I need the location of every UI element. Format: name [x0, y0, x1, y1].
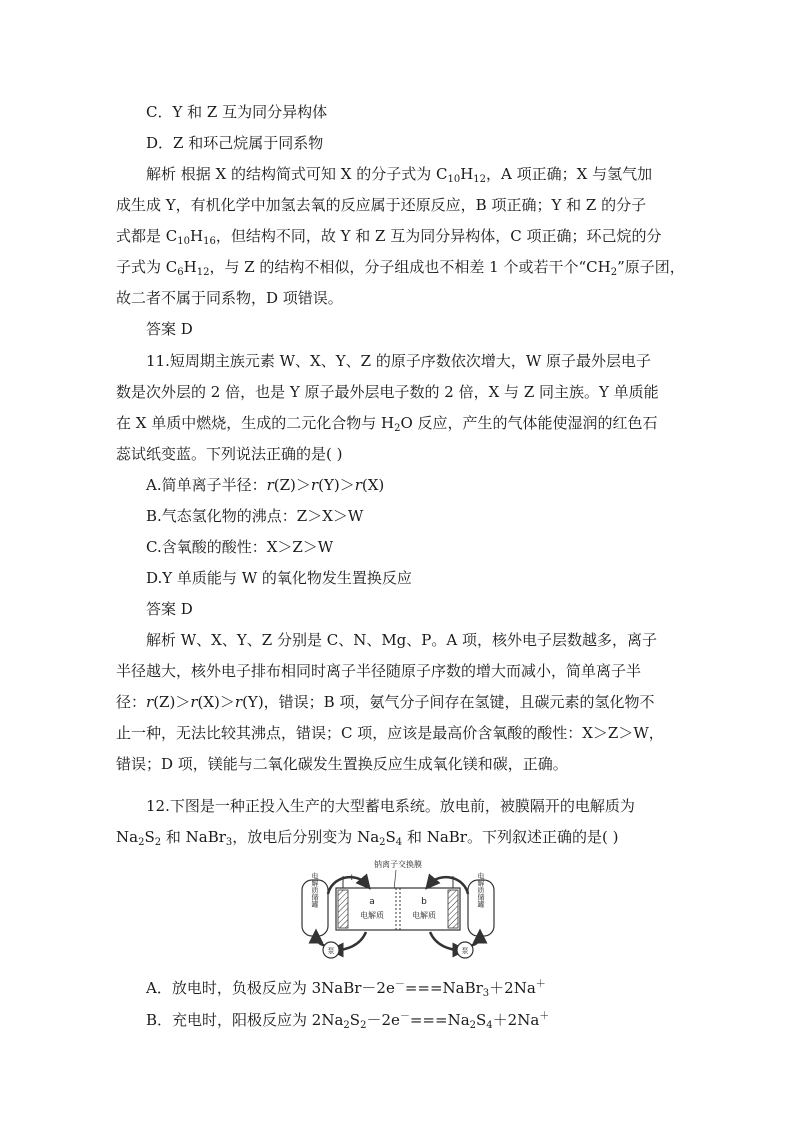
analysis-line: 错误；D 项，镁能与二氧化碳发生置换反应生成氧化镁和碳，正确。 — [116, 755, 568, 773]
chamber-b-letter: b — [421, 897, 427, 907]
option-b: B.气态氢化物的沸点：Z＞X＞W — [146, 507, 364, 525]
membrane-pointer — [394, 870, 396, 890]
option-a: A．放电时，负极反应为 3NaBr－2e－===NaBr$_3$＋2Na＋ — [146, 979, 546, 999]
right-tank-label: 电解质储罐 — [477, 872, 485, 908]
membrane-label: 钠离子交换膜 — [374, 860, 422, 869]
chamber-b-label: 电解质 — [412, 911, 436, 920]
minus-sign: − — [440, 873, 448, 883]
analysis-line: 故二者不属于同系物，D 项错误。 — [116, 289, 343, 307]
chamber-a-label: 电解质 — [360, 911, 384, 920]
option-d: D．Z 和环己烷属于同系物 — [146, 134, 324, 152]
answer-line: 答案 D — [146, 320, 193, 338]
question-11-text: 11.短周期主族元素 W、X、Y、Z 的原子序数依次增大，W 原子最外层电子 — [146, 352, 652, 370]
option-c: C．Y 和 Z 互为同分异构体 — [146, 103, 328, 121]
flow-arrow — [430, 932, 460, 950]
analysis-line: 径：r(Z)＞r(X)＞r(Y)，错误；B 项，氨气分子间存在氢键，且碳元素的氢化物不 — [116, 693, 655, 711]
right-pump-label: 泵 — [461, 947, 469, 955]
analysis-line: 式都是 $C_{10}H_{16}$，但结构不同，故 Y 和 Z 互为同分异构体，C 项正确；环己烷的分 — [116, 227, 662, 247]
battery-diagram — [296, 858, 500, 968]
analysis-line: 解析 根据 X 的结构简式可知 X 的分子式为 $C_{10}H_{12}$，A 项正确；X 与氢气加 — [146, 165, 653, 185]
analysis-line: 止一种，无法比较其沸点，错误；C 项，应该是最高价含氧酸的酸性：X＞Z＞W， — [116, 724, 664, 742]
option-b: B．充电时，阳极反应为 $2Na_2S_2-2e^-===Na_2S_4+2Na^+$ — [146, 1011, 550, 1031]
option-a: A.简单离子半径：r(Z)＞r(Y)＞r(X) — [146, 476, 385, 494]
question-11-text: 在 X 单质中燃烧，生成的二元化合物与 $H_2O$ 反应，产生的气体能使湿润的红色石 — [116, 414, 658, 434]
plus-sign: + — [348, 873, 356, 883]
question-11-text: 蕊试纸变蓝。下列说法正确的是( ) — [116, 445, 343, 463]
chamber-a-letter: a — [369, 897, 375, 907]
right-electrode — [448, 890, 458, 928]
cell-body — [336, 888, 460, 930]
analysis-line: 子式为 $C_6H_{12}$，与 Z 的结构不相似，分子组成也不相差 1 个或若干个“$CH_2$”原子团， — [116, 258, 685, 278]
left-pump-label: 泵 — [327, 947, 335, 955]
question-12-text: 12.下图是一种正投入生产的大型蓄电系统。放电前，被膜隔开的电解质为 — [146, 797, 635, 815]
option-c: C.含氧酸的酸性：X＞Z＞W — [146, 538, 334, 556]
flow-arrow — [336, 932, 366, 950]
analysis-line: 半径越大，核外电子排布相同时离子半径随原子序数的增大而减小，简单离子半 — [116, 662, 642, 680]
analysis-line: 成生成 Y，有机化学中加氢去氧的反应属于还原反应，B 项正确；Y 和 Z 的分子 — [116, 196, 647, 214]
question-12-text: $Na_2S_2$ 和 NaBr$_3$，放电后分别变为 $Na_2S_4$ 和 NaBr。下列叙述正确的是( ) — [116, 828, 619, 848]
left-tank-label: 电解质储罐 — [311, 872, 319, 908]
option-d: D.Y 单质能与 W 的氧化物发生置换反应 — [146, 569, 412, 587]
left-electrode — [338, 890, 348, 928]
question-11-text: 数是次外层的 2 倍，也是 Y 原子最外层电子数的 2 倍，X 与 Z 同主族。Y 单质能 — [116, 383, 659, 401]
answer-line: 答案 D — [146, 600, 193, 618]
analysis-line: 解析 W、X、Y、Z 分别是 C、N、Mg、P。A 项，核外电子层数越多，离子 — [146, 631, 657, 649]
